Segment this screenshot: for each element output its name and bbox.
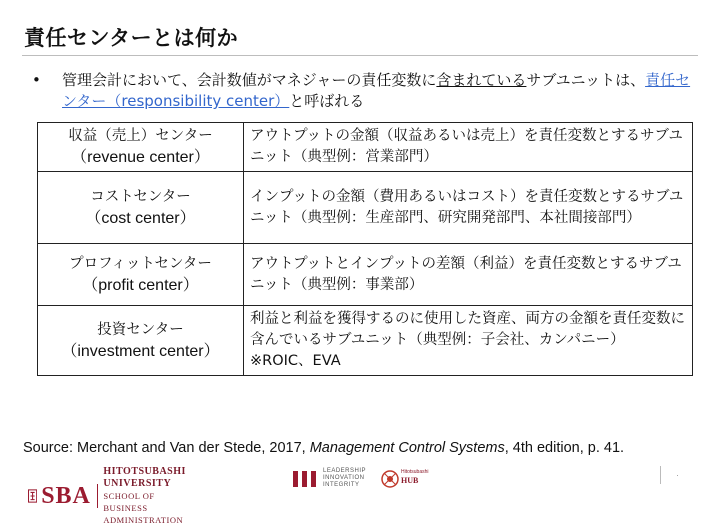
center-name-cell xyxy=(38,244,244,306)
source-prefix: Source: Merchant and Van der Stede, 2017, xyxy=(23,440,310,456)
center-description: アウトプットの金額（収益あるいは売上）を責任変数とするサブユニット（典型例：営業部門） xyxy=(244,123,693,172)
center-name-en: （investment center） xyxy=(61,342,220,360)
center-name-cell xyxy=(38,172,244,244)
slide-title: 責任センターとは何か xyxy=(24,26,239,50)
title-divider xyxy=(22,55,698,56)
lii-logo xyxy=(292,468,366,489)
sba-separator xyxy=(97,484,98,508)
table-row xyxy=(38,172,693,244)
center-description: アウトプットとインプットの差額（利益）を責任変数とするサブユニット（典型例：事業部） xyxy=(244,244,693,306)
responsibility-center-table xyxy=(37,122,693,376)
bullet-text-part3: と呼ばれる xyxy=(289,92,365,110)
table-row xyxy=(38,123,693,172)
table-row xyxy=(38,244,693,306)
sba-university-line: HITOTSUBASHI UNIVERSITY xyxy=(103,466,186,489)
lii-pillars-icon xyxy=(292,469,318,489)
bullet-paragraph xyxy=(32,70,692,112)
center-name-en: （cost center） xyxy=(85,209,196,227)
center-name-cell xyxy=(38,306,244,376)
sba-wordmark: SBA xyxy=(41,483,91,509)
page-divider xyxy=(660,466,661,484)
sba-logo xyxy=(28,466,195,526)
source-suffix: , 4th edition, p. 41. xyxy=(504,440,625,456)
sba-school-name xyxy=(103,466,195,526)
center-name-en: （profit center） xyxy=(82,276,199,294)
lii-line-3: INTEGRITY xyxy=(323,482,360,488)
lii-line-1: LEADERSHIP xyxy=(323,468,367,474)
center-name-jp: プロフィットセンター xyxy=(69,255,212,272)
lii-wordmark xyxy=(323,468,366,489)
center-name-cell xyxy=(38,123,244,172)
source-citation xyxy=(23,440,703,456)
sba-school-line: SCHOOL OF BUSINESS ADMINISTRATION xyxy=(103,491,184,525)
source-book-title: Management Control Systems xyxy=(309,440,505,456)
bullet-marker: • xyxy=(32,71,41,89)
lii-line-2: INNOVATION xyxy=(323,475,365,481)
bullet-text xyxy=(62,70,692,112)
page-marker: · xyxy=(676,470,679,480)
table-row xyxy=(38,306,693,376)
center-description: 利益と利益を獲得するのに使用した資産、両方の金額を責任変数に含んでいるサブユニット（典型例：子会社、カンパニー） ※ROIC、EVA xyxy=(244,306,693,376)
sba-emblem-icon xyxy=(28,483,37,509)
responsibility-center-link[interactable]: 責任センター（responsibility center） xyxy=(62,71,691,110)
bullet-text-part2: サブユニットは、 xyxy=(526,71,646,89)
bullet-text-part1: 管理会計において、会計数値がマネジャーの責任変数に xyxy=(62,71,437,89)
center-name-jp: 投資センター xyxy=(97,321,184,338)
bullet-underlined-text: 含まれている xyxy=(436,71,527,89)
hub-wordmark: HUB xyxy=(401,476,419,485)
center-name-jp: コストセンター xyxy=(90,188,191,205)
center-name-jp: 収益（売上）センター xyxy=(68,128,213,144)
center-description: インプットの金額（費用あるいはコスト）を責任変数とするサブユニット（典型例：生産部門、研究開発部門、本社間接部門） xyxy=(244,172,693,244)
hub-small-text: Hitotsubashi xyxy=(401,469,429,475)
center-name-en: （revenue center） xyxy=(71,149,210,166)
